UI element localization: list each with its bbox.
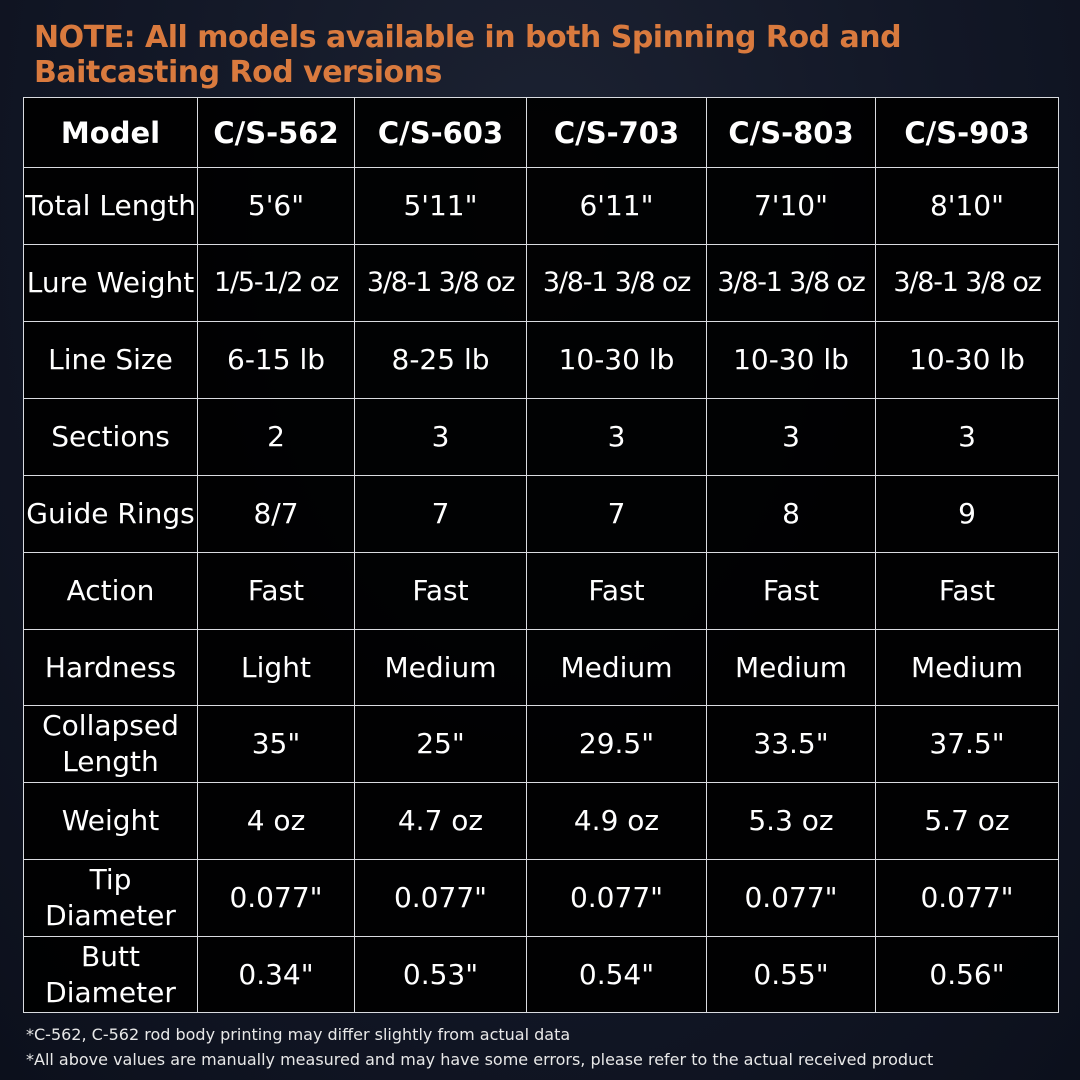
table-header-row [24, 98, 1059, 168]
table-cell: Medium [355, 630, 527, 706]
table-cell: Medium [707, 630, 876, 706]
table-cell: 5.7 oz [876, 783, 1059, 860]
table-cell: 25" [355, 706, 527, 783]
table-cell: 3 [707, 399, 876, 476]
row-label: Action [24, 553, 198, 630]
table-cell: 0.34" [198, 937, 355, 1013]
table-row [24, 860, 1059, 937]
table-cell: Fast [527, 553, 707, 630]
table-cell: 10-30 lb [876, 322, 1059, 399]
table-row [24, 399, 1059, 476]
table-row [24, 245, 1059, 322]
footnotes [26, 1022, 1066, 1072]
spec-table [23, 97, 1059, 1013]
table-cell: 3 [876, 399, 1059, 476]
row-label: Guide Rings [24, 476, 198, 553]
row-label: Weight [24, 783, 198, 860]
table-cell: 4 oz [198, 783, 355, 860]
table-cell: 8/7 [198, 476, 355, 553]
table-cell: Fast [876, 553, 1059, 630]
note-heading: NOTE: All models available in both Spinning Rod and Baitcasting Rod versions [34, 20, 902, 90]
table-cell: 3/8-1 3/8 oz [876, 245, 1059, 322]
row-label: Hardness [24, 630, 198, 706]
header-cell: C/S-603 [355, 98, 527, 168]
header-cell: C/S-903 [876, 98, 1059, 168]
table-cell: 0.077" [527, 860, 707, 937]
table-cell: 0.077" [876, 860, 1059, 937]
table-cell: 29.5" [527, 706, 707, 783]
table-cell: 4.9 oz [527, 783, 707, 860]
table-cell: Medium [527, 630, 707, 706]
table-row [24, 168, 1059, 245]
table-cell: 3/8-1 3/8 oz [707, 245, 876, 322]
header-cell: C/S-562 [198, 98, 355, 168]
table-cell: 3/8-1 3/8 oz [355, 245, 527, 322]
footnote: *All above values are manually measured and may have some errors, please refer to the actual received product [26, 1050, 934, 1069]
table-cell: 6'11" [527, 168, 707, 245]
table-cell: 3 [355, 399, 527, 476]
table-cell: 4.7 oz [355, 783, 527, 860]
table-cell: 9 [876, 476, 1059, 553]
table-cell: Light [198, 630, 355, 706]
row-label: Butt Diameter [24, 937, 198, 1013]
table-cell: 0.077" [707, 860, 876, 937]
table-cell: 5'11" [355, 168, 527, 245]
table-cell: Fast [198, 553, 355, 630]
header-cell: Model [24, 98, 198, 168]
table-cell: 8 [707, 476, 876, 553]
row-label: Total Length [24, 168, 198, 245]
table-cell: 37.5" [876, 706, 1059, 783]
table-cell: Medium [876, 630, 1059, 706]
table-cell: 10-30 lb [707, 322, 876, 399]
table-cell: 0.077" [198, 860, 355, 937]
row-label: Sections [24, 399, 198, 476]
table-cell: 0.077" [355, 860, 527, 937]
table-row [24, 476, 1059, 553]
table-row [24, 937, 1059, 1013]
table-cell: 10-30 lb [527, 322, 707, 399]
table-cell: 7 [527, 476, 707, 553]
table-cell: 1/5-1/2 oz [198, 245, 355, 322]
table-cell: 3 [527, 399, 707, 476]
table-cell: 5.3 oz [707, 783, 876, 860]
table-cell: Fast [707, 553, 876, 630]
table-cell: 7'10" [707, 168, 876, 245]
table-cell: 0.54" [527, 937, 707, 1013]
table-cell: 8-25 lb [355, 322, 527, 399]
table-cell: 7 [355, 476, 527, 553]
table-cell: 5'6" [198, 168, 355, 245]
table-row [24, 783, 1059, 860]
table-cell: 8'10" [876, 168, 1059, 245]
table-cell: 6-15 lb [198, 322, 355, 399]
table-cell: 3/8-1 3/8 oz [527, 245, 707, 322]
table-cell: 35" [198, 706, 355, 783]
table-row [24, 322, 1059, 399]
row-label: Tip Diameter [24, 860, 198, 937]
row-label: Collapsed Length [24, 706, 198, 783]
row-label: Lure Weight [24, 245, 198, 322]
table-cell: 0.53" [355, 937, 527, 1013]
header-cell: C/S-703 [527, 98, 707, 168]
table-cell: Fast [355, 553, 527, 630]
table-row [24, 630, 1059, 706]
table-cell: 0.55" [707, 937, 876, 1013]
header-cell: C/S-803 [707, 98, 876, 168]
table-cell: 33.5" [707, 706, 876, 783]
footnote: *C-562, C-562 rod body printing may differ slightly from actual data [26, 1025, 571, 1044]
table-cell: 0.56" [876, 937, 1059, 1013]
table-row [24, 706, 1059, 783]
table-row [24, 553, 1059, 630]
row-label: Line Size [24, 322, 198, 399]
table-cell: 2 [198, 399, 355, 476]
